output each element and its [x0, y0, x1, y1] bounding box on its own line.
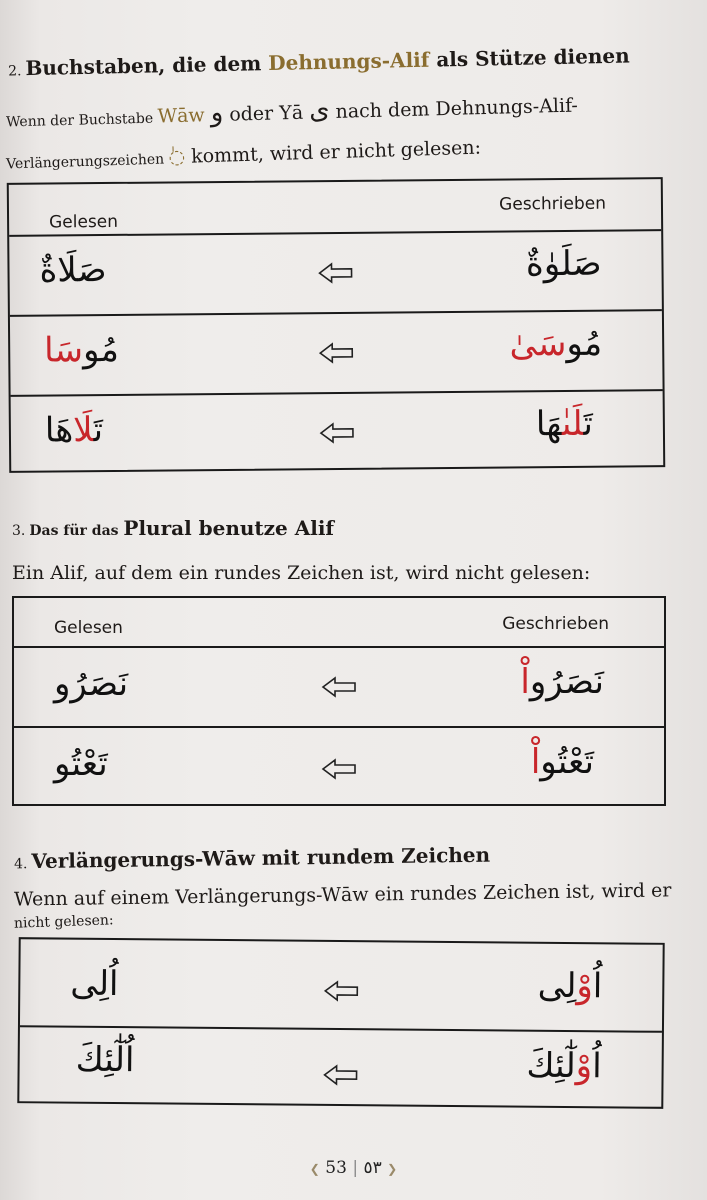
- section-4-line-1: Wenn auf einem Verlängerungs-Wāw ein rundes Zeichen ist, wird er: [13, 879, 672, 911]
- table-2-header: [14, 598, 664, 648]
- written-word: مُوسَىٰ: [509, 323, 603, 365]
- section-3-heading: [12, 516, 334, 540]
- read-word: صَلَاةٌ: [39, 250, 107, 291]
- written-word: نَصَرُواْ: [520, 662, 604, 702]
- page-number-arabic: ٥٣: [363, 1158, 382, 1178]
- section-2-heading: [8, 43, 630, 80]
- table-row: [20, 939, 663, 1033]
- arrow-left-icon: [318, 342, 354, 364]
- header-read: Gelesen: [49, 211, 119, 233]
- ya-letter: ى: [308, 95, 330, 126]
- section-2-line-1: [6, 89, 578, 134]
- section-2-title-accent: Dehnungs-Alif: [268, 47, 430, 76]
- table-1-header: [9, 179, 661, 237]
- table-row: [11, 389, 664, 473]
- section-2-line-2: [6, 137, 482, 174]
- section-2-title-post: als Stütze dienen: [429, 43, 630, 72]
- section-3-title-bold: Plural benutze Alif: [123, 516, 335, 540]
- line1-pre: Wenn der Buchstabe: [5, 110, 158, 131]
- section-2-number: 2.: [7, 63, 22, 80]
- section-4-number: 4.: [13, 856, 28, 873]
- table-3: [17, 937, 664, 1109]
- read-word: نَصَرُو: [54, 664, 129, 704]
- section-3-line-1: Ein Alif, auf dem ein rundes Zeichen ist, wird nicht gelesen:: [12, 562, 591, 584]
- ornament-right-icon: ❯: [387, 1162, 398, 1176]
- table-2: [12, 596, 666, 806]
- page-number: ❮ 53 | ٥٣ ❯: [309, 1158, 398, 1178]
- line1-mid: oder Yā: [229, 101, 310, 126]
- header-written: Geschrieben: [502, 614, 609, 634]
- arrow-left-icon: [319, 422, 355, 444]
- read-word: مُوسَا: [44, 329, 120, 371]
- page-number-latin: 53: [325, 1158, 347, 1178]
- header-written: Geschrieben: [499, 193, 607, 215]
- written-word: صَلَوٰةٌ: [525, 243, 602, 285]
- arrow-left-icon: [317, 262, 353, 284]
- section-2-title-pre: Buchstaben, die dem: [25, 51, 269, 81]
- arrow-left-icon: [321, 758, 357, 780]
- arrow-left-icon: [322, 1064, 358, 1086]
- elongation-sign: ٰ◌: [168, 145, 186, 169]
- section-3-number: 3.: [12, 523, 26, 539]
- written-word: تَعْتُواْ: [530, 742, 594, 782]
- table-1: [7, 177, 666, 473]
- line2-pre: Verlängerungszeichen: [5, 151, 169, 173]
- waw-letter: و: [210, 97, 224, 129]
- table-row: [9, 229, 662, 317]
- section-4-heading: [14, 843, 490, 874]
- section-4-title: Verlängerungs-Wāw mit rundem Zeichen: [31, 842, 491, 874]
- table-row: [14, 646, 664, 728]
- written-word: تَلَىٰهَا: [535, 403, 594, 445]
- read-word: اُلٰٓئِكَ: [75, 1039, 135, 1081]
- table-row: [19, 1025, 662, 1109]
- header-read: Gelesen: [54, 618, 123, 638]
- read-word: تَلَاهَا: [44, 410, 104, 451]
- line1-post: nach dem Dehnungs-Alif-: [335, 94, 579, 123]
- written-word: اُوْلٰٓئِكَ: [526, 1045, 602, 1087]
- section-4-line-2: nicht gelesen:: [13, 912, 114, 932]
- written-word: اُوْلِى: [537, 965, 603, 1007]
- section-3-title-pre: Das für das: [29, 523, 124, 539]
- read-word: تَعْتُو: [54, 744, 108, 784]
- line2-post: kommt, wird er nicht gelesen:: [184, 136, 482, 168]
- read-word: اُلِى: [70, 963, 119, 1005]
- arrow-left-icon: [323, 980, 359, 1002]
- arrow-left-icon: [321, 676, 357, 698]
- table-row: [10, 309, 663, 397]
- table-row: [14, 726, 664, 806]
- ornament-left-icon: ❮: [309, 1162, 320, 1176]
- waw-label: Wāw: [157, 104, 205, 128]
